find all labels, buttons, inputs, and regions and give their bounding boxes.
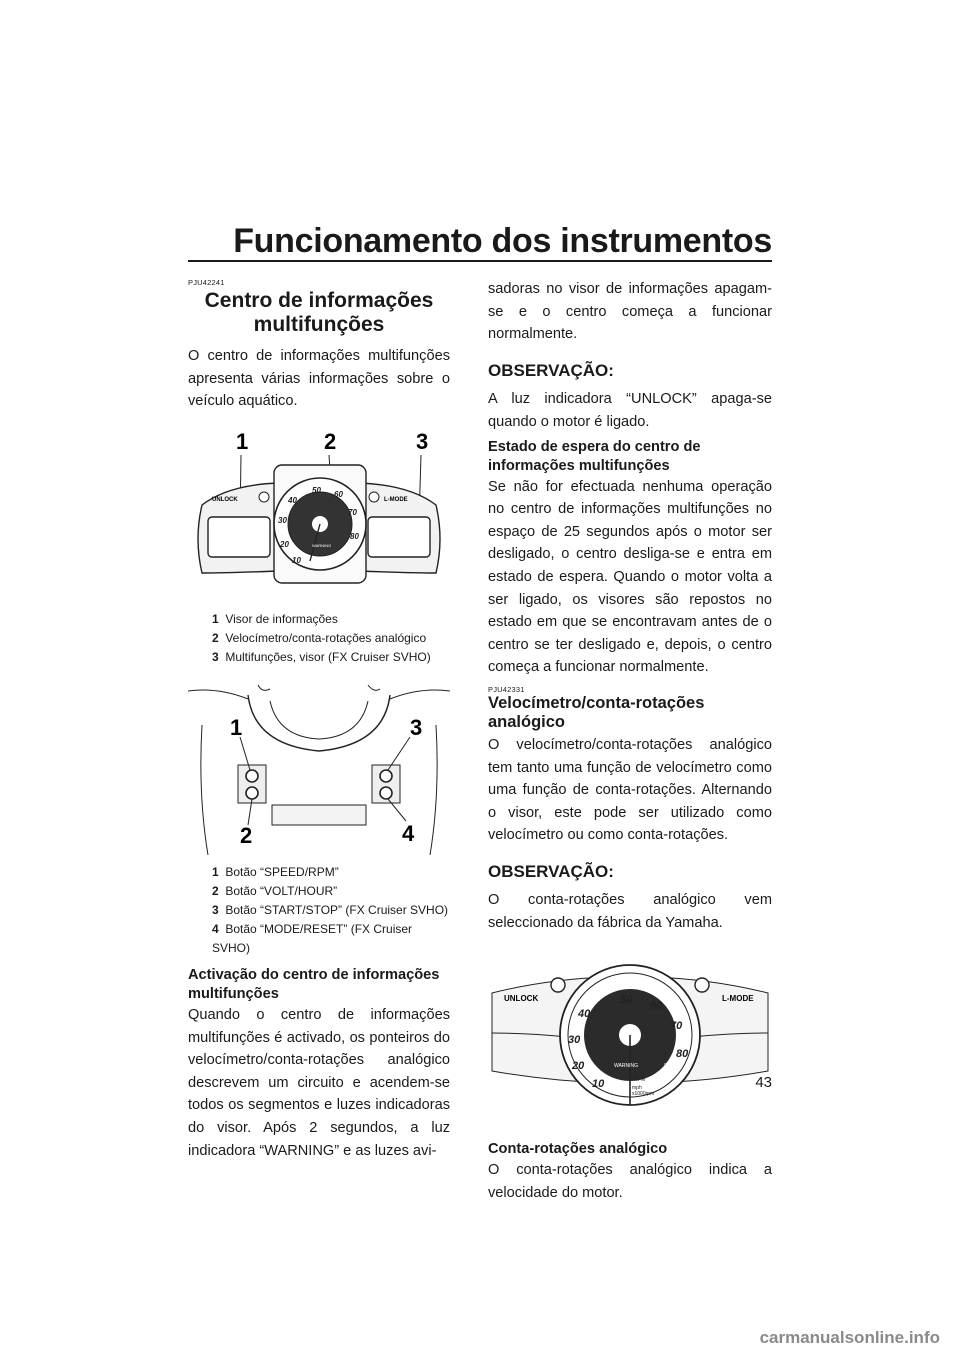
caption-item: 1 Botão “SPEED/RPM” <box>212 864 339 879</box>
continuation-paragraph: sadoras no visor de informações apagam-se e o centro começa a funcionar normalmente. <box>488 281 772 343</box>
caption-item: 2 Velocímetro/conta-rotações analógico <box>212 631 427 646</box>
warning-label: WARNING <box>312 542 332 548</box>
tacho-title: Conta-rotações analógico <box>488 1141 668 1158</box>
figure2-captions <box>212 863 450 958</box>
observation-text-1: A luz indicadora “UNLOCK” apaga-se quando o motor é ligado. <box>488 391 772 430</box>
warning-label: WARNING <box>614 1062 638 1069</box>
gauge-number: 80 <box>676 1047 689 1060</box>
section-title-line1: Centro de informações <box>204 289 434 312</box>
label-unlock: UNLOCK <box>212 496 238 503</box>
observation-title-2: OBSERVAÇÃO: <box>488 861 614 881</box>
gauge-illustration <box>488 963 772 1123</box>
gauge-number: 70 <box>348 507 357 517</box>
gauge-number: 60 <box>650 999 663 1012</box>
callout-2: 2 <box>324 428 337 454</box>
gauge-number: 30 <box>568 1033 581 1046</box>
callout-3: 3 <box>416 428 429 454</box>
gauge-number: 60 <box>334 489 343 499</box>
gauge-number: 10 <box>292 555 301 565</box>
dashboard-illustration <box>188 423 450 603</box>
speed-label: SPEED <box>664 1062 681 1069</box>
left-column <box>188 278 450 1162</box>
observation-text-2: O conta-rotações analógico vem seleccionado da fábrica da Yamaha. <box>488 892 772 932</box>
gauge-number: 40 <box>288 495 297 505</box>
gauge-number: 10 <box>592 1077 605 1090</box>
watermark: carmanualsonline.info <box>759 1328 940 1347</box>
gauge-number: 40 <box>578 1007 591 1020</box>
unit-mph: mph <box>632 1084 642 1091</box>
figure-dashboard <box>188 423 450 668</box>
caption-item: 1 Visor de informações <box>212 612 338 627</box>
gauge-number: 20 <box>280 539 289 549</box>
figure-handlebar-buttons <box>188 675 450 958</box>
callout-1: 1 <box>236 428 249 454</box>
callout-4: 4 <box>402 821 415 847</box>
unit-rpm: x1000rpm <box>632 1090 655 1097</box>
section-title <box>188 289 450 337</box>
activation-paragraph: Quando o centro de informações multifunções é activado, os ponteiros do velocímetro/conta-rotações analógico descrevem um circuito e acendem-se todos os segmentos e luzes indicadoras do visor. Após 2 segundos, a luz indicadora “WARNING” e as luzes avi- <box>188 1006 450 1159</box>
gauge-number: 50 <box>620 993 633 1006</box>
page-header-title: Funcionamento dos instrumentos <box>233 222 772 260</box>
tacho-paragraph: O conta-rotações analógico indica a velocidade do motor. <box>488 1162 772 1201</box>
callout-3: 3 <box>410 715 423 741</box>
page-number: 43 <box>755 1074 772 1091</box>
callout-2: 2 <box>240 823 253 849</box>
gauge-number: 20 <box>572 1059 585 1072</box>
caption-item: 3 Multifunções, visor (FX Cruiser SVHO) <box>212 650 431 665</box>
label-lmode: L-MODE <box>384 496 408 503</box>
caption-item: 2 Botão “VOLT/HOUR” <box>212 883 338 898</box>
label-lmode: L-MODE <box>722 993 754 1003</box>
right-column <box>488 278 772 1204</box>
gauge-number: 80 <box>350 531 359 541</box>
figure-gauge <box>488 963 772 1131</box>
label-unlock: UNLOCK <box>504 993 539 1003</box>
observation-title-1: OBSERVAÇÃO: <box>488 360 614 380</box>
header-divider <box>188 260 772 262</box>
caption-item: 3 Botão “START/STOP” (FX Cruiser SVHO) <box>212 902 449 917</box>
figure1-captions <box>212 610 450 667</box>
speedo-title: Velocímetro/conta-rotações analógico <box>488 693 705 731</box>
activation-title: Activação do centro de informações multifunções <box>188 966 440 1002</box>
caption-item: 4 Botão “MODE/RESET” (FX Cruiser SVHO) <box>212 921 413 955</box>
section-title-line2: multifunções <box>253 313 385 336</box>
rpm-label: RPM <box>634 1076 646 1083</box>
standby-title: Estado de espera do centro de informações multifunções <box>488 438 701 474</box>
handlebar-illustration <box>188 675 450 855</box>
standby-paragraph: Se não for efectuada nenhuma operação no centro de informações multifunções no espaço de 25 segundos após o motor ser desligado, o centro desliga-se e entra em estado de espera. Quando o motor volta a ser ligado, os visores são repostos no estado em que se encontravam antes de o centro se ter desligado e, depois, o centro começa a funcionar normalmente. <box>488 478 772 676</box>
section-code: PJU42241 <box>188 278 225 287</box>
intro-paragraph: O centro de informações multifunções apresenta várias informações sobre o veículo aquático. <box>188 348 450 410</box>
gauge-number: 30 <box>278 515 287 525</box>
gauge-number: 50 <box>312 485 321 495</box>
gauge-number: 70 <box>670 1019 683 1032</box>
section-code-2: PJU42331 <box>488 684 525 694</box>
speedo-paragraph: O velocímetro/conta-rotações analógico tem tanto uma função de velocímetro como uma função de conta-rotações. Alternando o visor, este pode ser utilizado como velocímetro ou como conta-rotações. <box>488 736 772 844</box>
callout-1: 1 <box>230 715 243 741</box>
